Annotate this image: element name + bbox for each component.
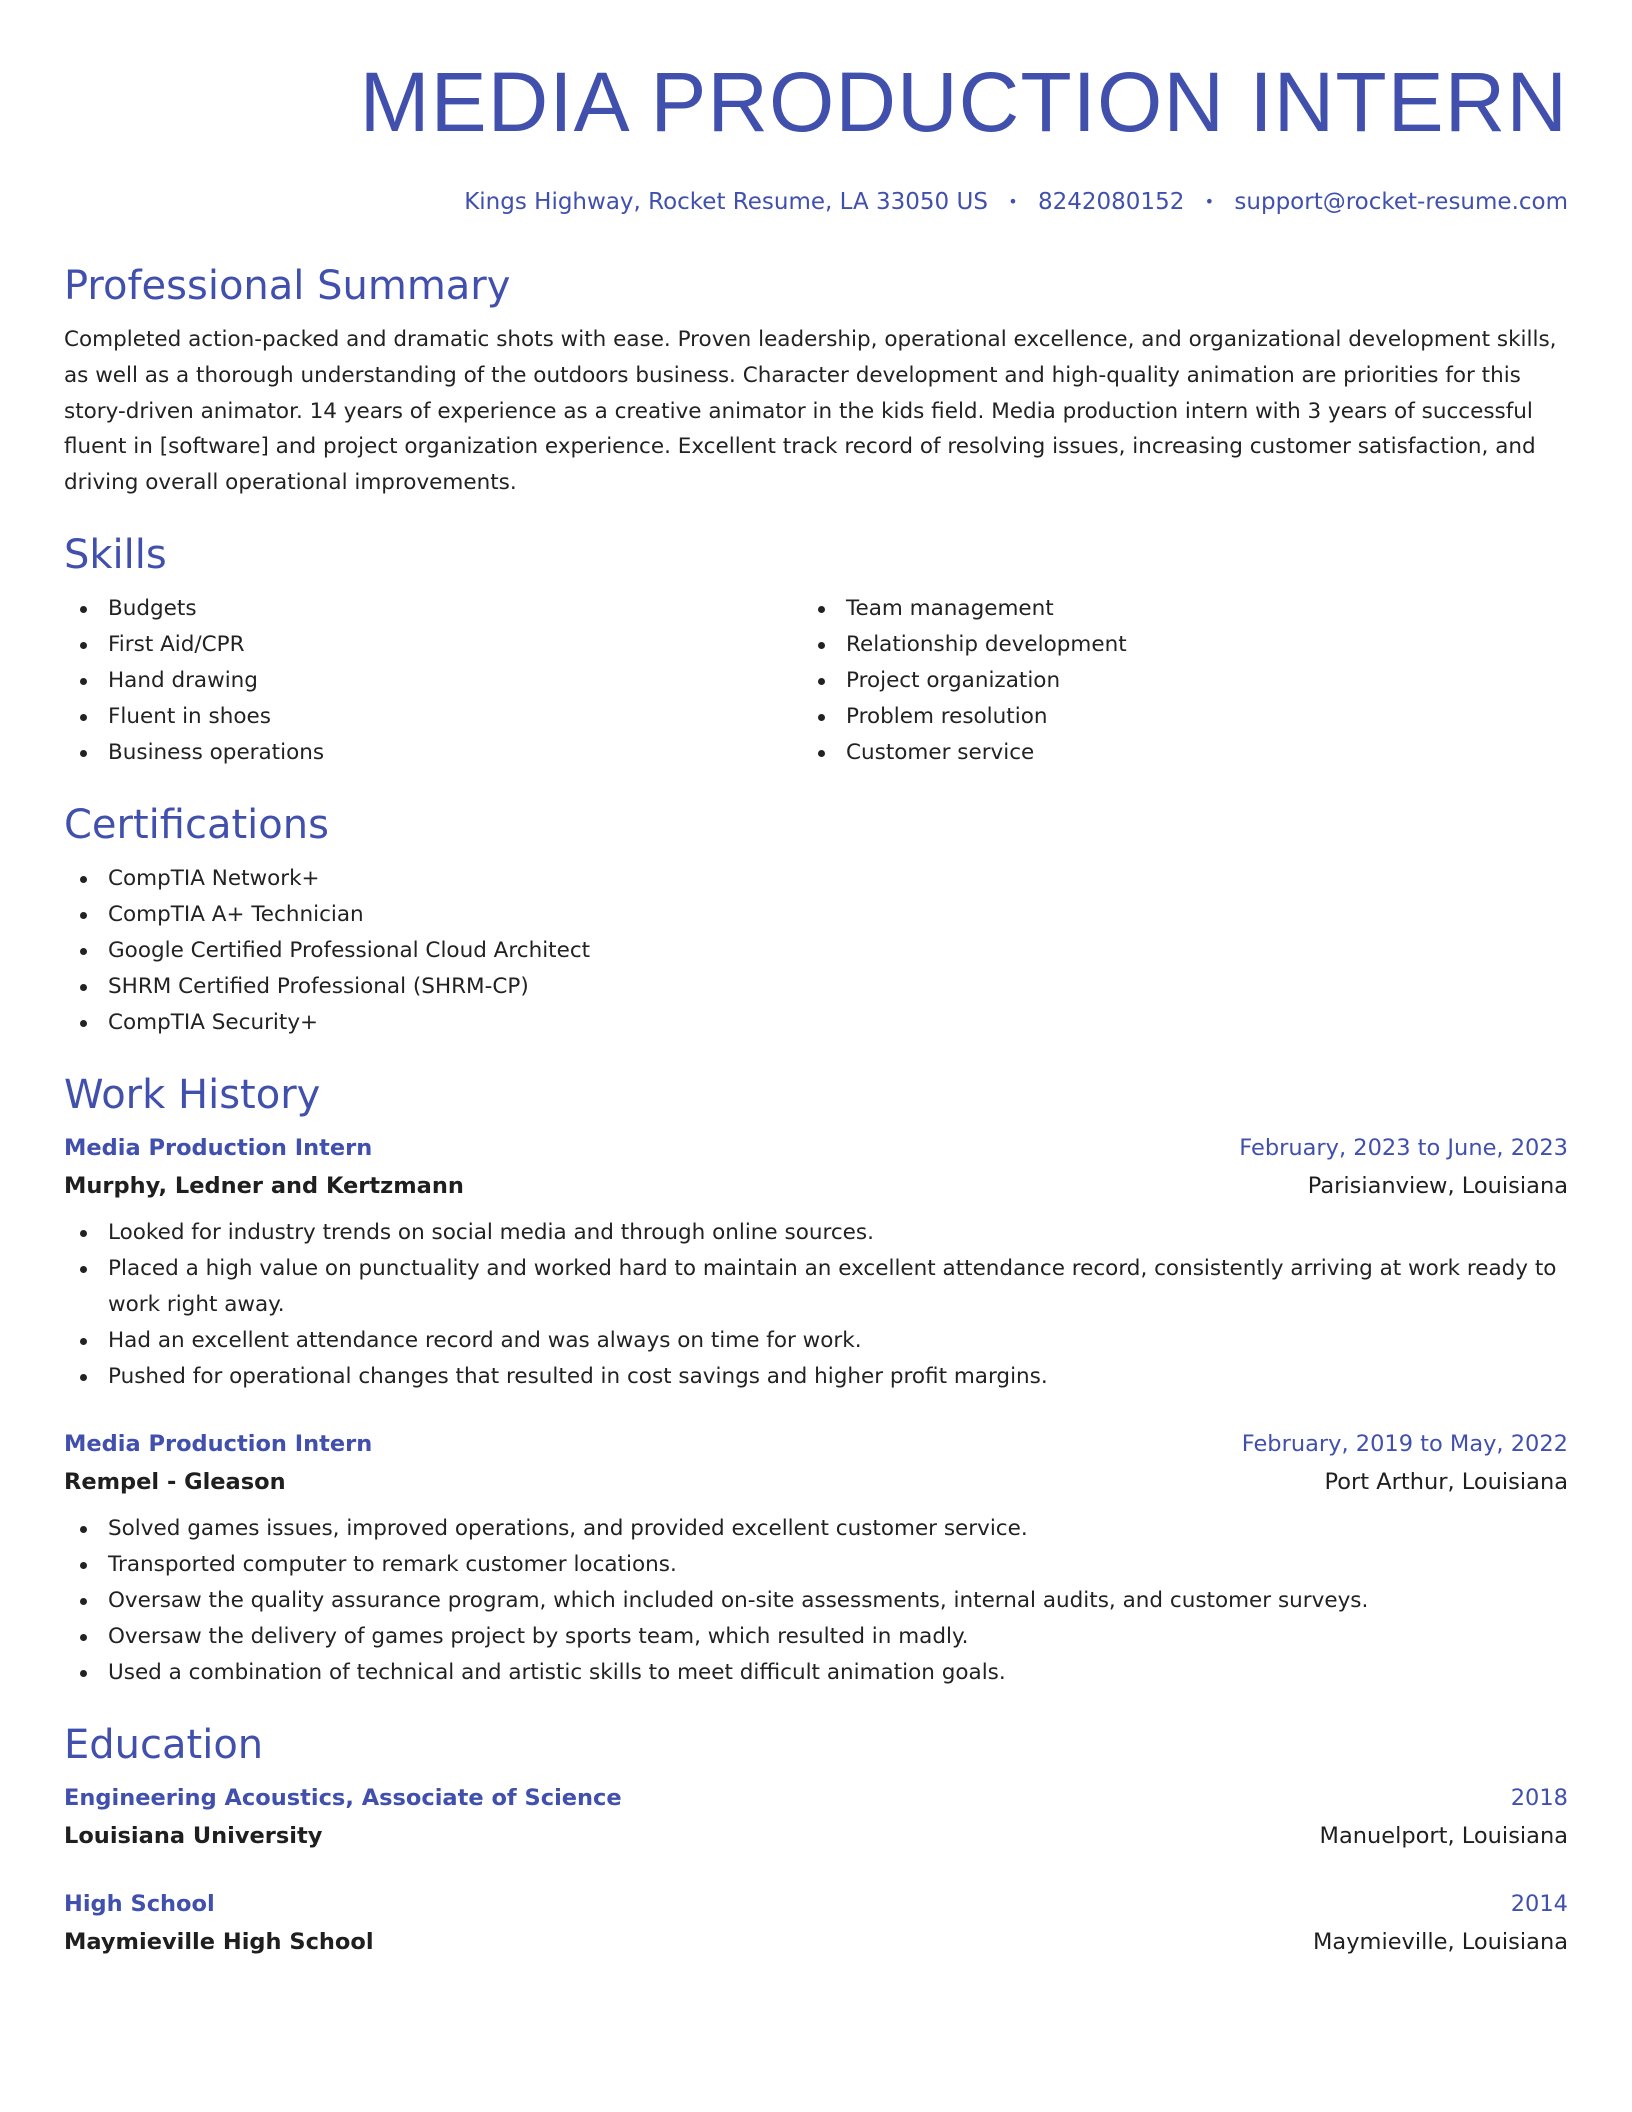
school-name: Maymieville High School [64, 1928, 374, 1955]
job-bullet: Had an excellent attendance record and was always on time for work. [64, 1323, 1568, 1359]
job-bullet: Transported computer to remark customer locations. [64, 1547, 1568, 1583]
skill-item: Business operations [64, 735, 802, 771]
certifications-list [64, 861, 1568, 1041]
degree-name: Engineering Acoustics, Associate of Science [64, 1784, 622, 1811]
skill-item: Budgets [64, 591, 802, 627]
section-title: Certifications [64, 801, 329, 848]
job-bullets [64, 1215, 1568, 1395]
job-bullet: Oversaw the quality assurance program, which included on-site assessments, internal audits, and customer surveys. [64, 1583, 1568, 1619]
job-dates: February, 2019 to May, 2022 [1241, 1430, 1568, 1457]
job-bullet: Looked for industry trends on social media and through online sources. [64, 1215, 1568, 1251]
skill-item: Team management [802, 591, 1540, 627]
section-title: Work History [64, 1071, 321, 1118]
summary-section [64, 260, 1568, 501]
certification-item: CompTIA Network+ [64, 861, 1568, 897]
education-subheader [64, 1923, 1568, 1961]
contact-address: Kings Highway, Rocket Resume, LA 33050 US [464, 189, 988, 215]
job-bullet: Placed a high value on punctuality and worked hard to maintain an excellent attendance record, consistently arriving at work ready to work right away. [64, 1251, 1568, 1323]
education-entry [64, 1885, 1568, 1961]
job-bullets [64, 1511, 1568, 1691]
education-section [64, 1719, 1568, 1961]
separator-dot: • [1204, 192, 1215, 211]
company-name: Rempel - Gleason [64, 1468, 286, 1495]
candidate-name: MEDIA PRODUCTION INTERN [359, 55, 1568, 149]
certifications-section [64, 799, 1568, 1041]
skills-grid [64, 591, 1568, 771]
job-entry [64, 1129, 1568, 1395]
separator-dot: • [1008, 192, 1018, 211]
section-title: Skills [64, 531, 167, 578]
school-location: Manuelport, Louisiana [1319, 1822, 1568, 1849]
skills-section [64, 529, 1568, 771]
section-title: Education [64, 1721, 264, 1768]
job-header [64, 1129, 1568, 1167]
job-header [64, 1425, 1568, 1463]
degree-name: High School [64, 1890, 215, 1917]
education-header [64, 1779, 1568, 1817]
job-subheader [64, 1167, 1568, 1205]
company-name: Murphy, Ledner and Kertzmann [64, 1172, 464, 1199]
education-entry [64, 1779, 1568, 1855]
work-history-section [64, 1069, 1568, 1691]
job-location: Parisianview, Louisiana [1307, 1172, 1568, 1199]
certification-item: SHRM Certified Professional (SHRM-CP) [64, 969, 1568, 1005]
certification-item: Google Certified Professional Cloud Architect [64, 933, 1568, 969]
certification-item: CompTIA A+ Technician [64, 897, 1568, 933]
section-title: Professional Summary [64, 263, 511, 309]
skill-item: Project organization [802, 663, 1540, 699]
contact-line [64, 186, 1568, 218]
education-header [64, 1885, 1568, 1923]
summary-text: Completed action-packed and dramatic shots with ease. Proven leadership, operational excellence, and organizational development skills, as well as a thorough understanding of the outdoors business. Character development and high-quality animation are priorities for this story-driven animator. 14 years of experience as a creative animator in the kids field. Media production intern with 3 years of successful fluent in [software] and project organization experience. Excellent track record of resolving issues, increasing customer satisfaction, and driving overall operational improvements. [64, 327, 1557, 496]
skill-item: Fluent in shoes [64, 699, 802, 735]
certification-item: CompTIA Security+ [64, 1005, 1568, 1041]
skill-item: Customer service [802, 735, 1540, 771]
skill-item: Hand drawing [64, 663, 802, 699]
resume-header [64, 0, 1568, 218]
job-title: Media Production Intern [64, 1430, 373, 1457]
job-bullet: Oversaw the delivery of games project by sports team, which resulted in madly. [64, 1619, 1568, 1655]
school-name: Louisiana University [64, 1822, 323, 1849]
job-entry [64, 1425, 1568, 1691]
skills-list-left [64, 591, 802, 771]
job-subheader [64, 1463, 1568, 1501]
education-subheader [64, 1817, 1568, 1855]
skill-item: First Aid/CPR [64, 627, 802, 663]
job-bullet: Pushed for operational changes that resulted in cost savings and higher profit margins. [64, 1359, 1568, 1395]
job-title: Media Production Intern [64, 1134, 373, 1161]
contact-email[interactable]: support@rocket-resume.com [1234, 189, 1568, 215]
skills-list-right [802, 591, 1540, 771]
graduation-year: 2014 [1510, 1890, 1568, 1917]
job-location: Port Arthur, Louisiana [1324, 1468, 1568, 1495]
skill-item: Problem resolution [802, 699, 1540, 735]
graduation-year: 2018 [1510, 1784, 1568, 1811]
school-location: Maymieville, Louisiana [1313, 1928, 1568, 1955]
skill-item: Relationship development [802, 627, 1540, 663]
job-bullet: Used a combination of technical and artistic skills to meet difficult animation goals. [64, 1655, 1568, 1691]
contact-phone[interactable]: 8242080152 [1038, 189, 1185, 215]
job-bullet: Solved games issues, improved operations, and provided excellent customer service. [64, 1511, 1568, 1547]
job-dates: February, 2023 to June, 2023 [1239, 1134, 1568, 1161]
